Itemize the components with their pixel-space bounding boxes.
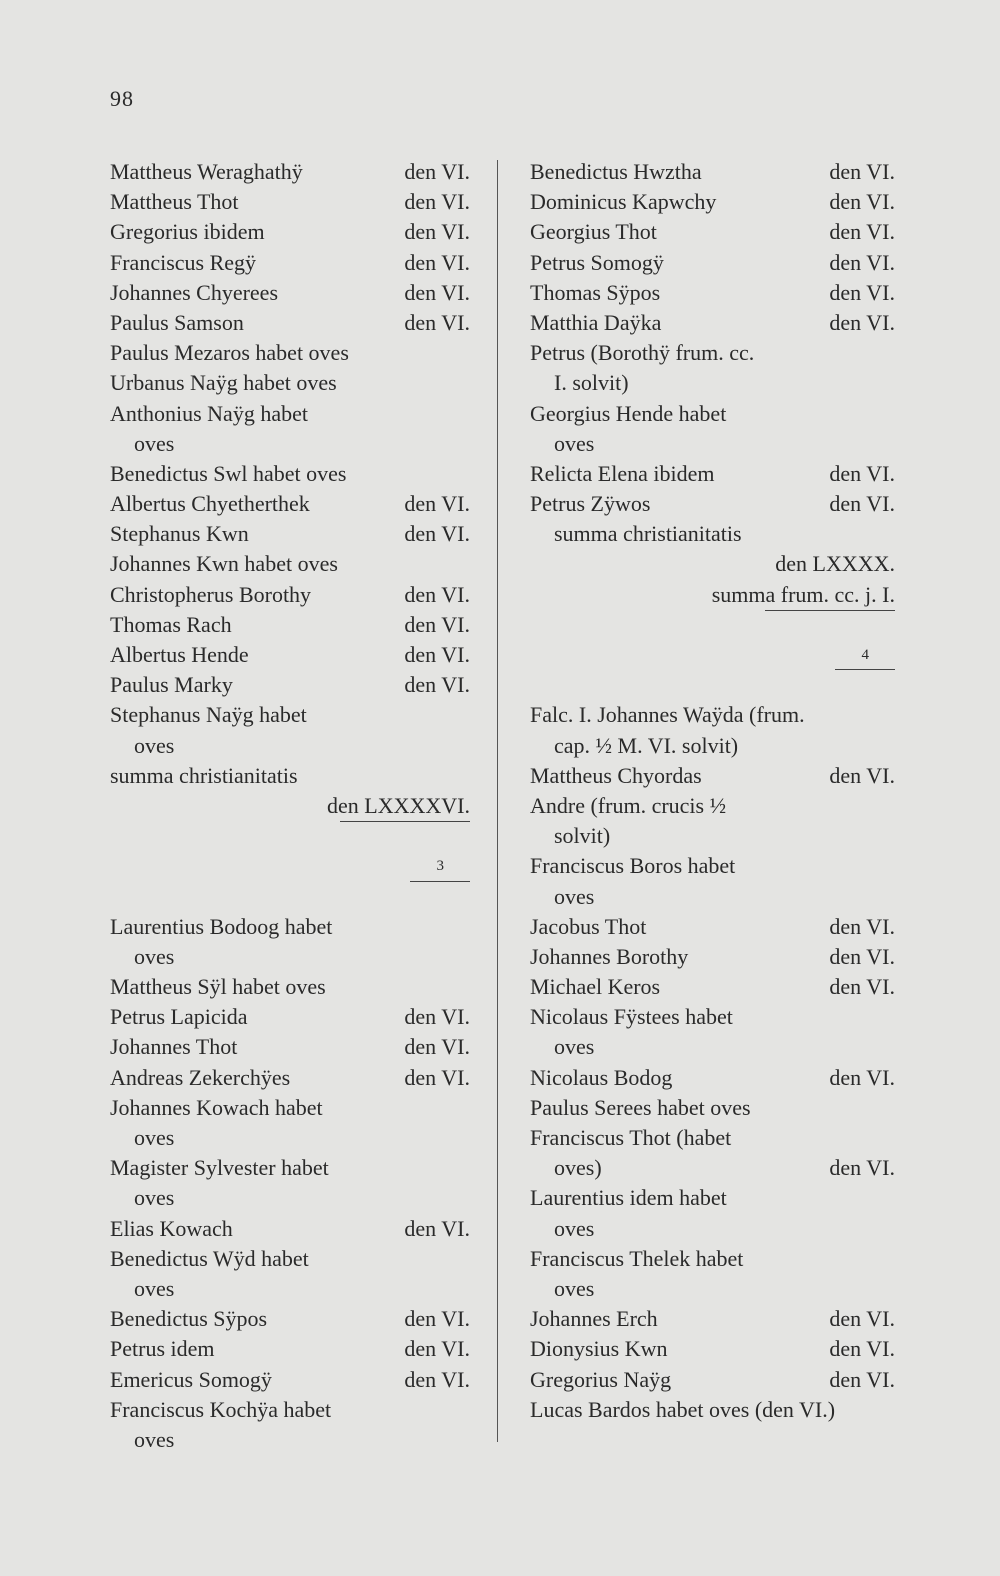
entry-name: Paulus Marky [110,672,233,698]
entry-name: oves) [554,1155,602,1181]
entry-name: Franciscus Thot (habet [530,1125,732,1150]
entry-line [110,308,470,338]
entry-name: Stephanus Naÿg habet [110,702,307,728]
entry-name: Thomas Rach [110,611,232,637]
entry-name: oves [554,1215,595,1241]
entry-line [110,1274,470,1304]
entry-line [110,429,470,459]
entry-amount: den VI. [404,1034,470,1060]
entry-name: oves [134,943,175,969]
entry-amount: den VI. [404,219,470,245]
entry-name: Franciscus Boros habet [530,853,736,879]
entry-line [530,1304,895,1334]
entry-name: Benedictus Sÿpos [110,1306,268,1332]
entry-line [110,459,470,489]
entry-name: Johannes Chyerees [110,279,279,305]
entry-line [110,1063,470,1093]
entry-line [110,791,470,821]
entry-line [530,1365,895,1395]
entry-amount: den VI. [404,249,470,275]
entry-name: Nicolaus Bodog [530,1064,673,1090]
entry-line [530,217,895,247]
entry-line [530,187,895,217]
entry-line [110,1334,470,1364]
entry-name: Michael Keros [530,974,661,1000]
entry-name: oves [134,732,175,758]
entry-line [530,549,895,579]
entry-line [530,1063,895,1093]
entry-line [530,489,895,519]
entry-name: Paulus Mezaros habet oves [110,340,349,366]
entry-line [110,1183,470,1213]
entry-line [530,1032,895,1062]
entry-amount: den LXXXX. [775,551,895,577]
entry-name: Dominicus Kapwchy [530,189,717,215]
entry-line [110,217,470,247]
spacer [110,882,470,912]
entry-name: Christopherus Borothy [110,581,312,607]
entry-amount: den VI. [404,642,470,667]
entry-line [110,1093,470,1123]
entry-name: Paulus Serees habet oves [530,1094,751,1120]
entry-name: Laurentius Bodoog habet [110,913,333,939]
entry-name: Paulus Samson [110,309,244,335]
entry-name: Andreas Zekerchÿes [110,1064,291,1090]
entry-name: Petrus Lapicida [110,1004,248,1030]
entry-name: Mattheus Sÿl habet oves [110,974,326,1000]
entry-name: cap. ½ M. VI. solvit) [554,732,739,758]
entry-name: Gregorius Naÿg [530,1366,672,1392]
entry-line [530,580,895,610]
entry-line [110,1244,470,1274]
entry-name: Magister Sylvester habet [110,1155,329,1181]
entry-line [530,882,895,912]
entry-amount: den VI. [404,491,470,517]
entry-amount: den VI. [829,1064,895,1090]
entry-line [110,1304,470,1334]
entry-line [530,1395,895,1425]
entry-name: Falc. I. Johannes Waÿda (frum. [530,702,805,728]
entry-name: summa christianitatis [110,762,298,788]
entry-line [110,761,470,791]
entry-line [530,700,895,730]
entry-line [110,278,470,308]
entry-name: Matthia Daÿka [530,309,662,335]
entry-line [110,610,470,640]
entry-name: Benedictus Wÿd habet [110,1245,309,1271]
entry-name: oves [554,1034,595,1060]
entry-name: Johannes Borothy [530,943,689,969]
entry-line [530,761,895,791]
entry-line [530,399,895,429]
entry-name: oves [134,1185,175,1211]
entry-name: Petrus (Borothÿ frum. cc. [530,340,755,366]
entry-name: Anthonius Naÿg habet [110,400,308,426]
entry-name: oves [134,1426,175,1452]
entry-amount: den VI. [404,1004,470,1030]
entry-line [530,308,895,338]
entry-line [530,1153,895,1183]
entry-line [110,187,470,217]
entry-name: I. solvit) [554,370,629,396]
entry-line [530,459,895,489]
entry-amount: den VI. [404,521,470,547]
entry-line [530,1123,895,1153]
entry-name: Nicolaus Fÿstees habet [530,1004,733,1030]
entry-line [530,1002,895,1032]
entry-line [110,1153,470,1183]
entry-line [110,489,470,519]
entry-amount: den VI. [829,189,895,215]
entry-line [530,731,895,761]
entry-line [530,278,895,308]
entry-line [530,972,895,1002]
entry-line [110,248,470,278]
entry-line [110,399,470,429]
entry-name: Johannes Thot [110,1034,238,1060]
entry-name: Dionysius Kwn [530,1336,668,1362]
entry-amount: den VI. [829,491,895,517]
entry-name: Franciscus Thelek habet [530,1245,744,1271]
entry-line [110,519,470,549]
entry-amount: den VI. [829,974,895,1000]
entry-name: solvit) [554,823,611,849]
entry-name: Albertus Chyetherthek [110,491,310,517]
entry-amount: den VI. [404,581,470,607]
entry-line [110,1032,470,1062]
entry-name: oves [554,1275,595,1301]
spacer [530,670,895,700]
entry-name: Johannes Kwn habet oves [110,551,338,577]
entry-line [110,580,470,610]
entry-line [530,851,895,881]
entry-name: Mattheus Weraghathÿ [110,159,303,184]
entry-amount: den VI. [404,1064,470,1090]
entry-amount: den VI. [404,309,470,335]
entry-name: Emericus Somogÿ [110,1366,272,1392]
entry-line [110,942,470,972]
page-number: 98 [110,86,134,111]
entry-line [110,338,470,368]
entry-amount: den VI. [829,762,895,788]
entry-amount: den VI. [829,279,895,305]
entry-amount: den VI. [404,1215,470,1241]
entry-line [110,549,470,579]
entry-line [530,429,895,459]
entry-amount: den VI. [404,189,470,215]
entry-line [110,1002,470,1032]
entry-amount: den VI. [829,1336,895,1362]
entry-name: Mattheus Thot [110,189,239,215]
entry-line [110,972,470,1002]
entry-name: Relicta Elena ibidem [530,460,715,486]
entry-name: Mattheus Chyordas [530,762,702,788]
entry-amount: den VI. [404,1336,470,1362]
entry-line [110,731,470,761]
entry-line [530,1274,895,1304]
entry-line [110,912,470,942]
entry-line [530,1093,895,1123]
entry-amount: den VI. [404,159,470,184]
entry-line [530,1334,895,1364]
entry-line [110,368,470,398]
entry-amount: den VI. [829,309,895,335]
entry-line [110,1123,470,1153]
entry-line [530,338,895,368]
entry-amount: den VI. [829,913,895,939]
entry-amount: den VI. [829,249,895,275]
entry-name: oves [134,430,175,456]
entry-line [530,1244,895,1274]
entry-amount: den VI. [829,219,895,245]
entry-name: oves [554,883,595,909]
entry-amount: den VI. [404,1306,470,1332]
right-column [530,157,895,1447]
entry-line [530,157,895,187]
entry-name: summa christianitatis [554,521,742,547]
entry-amount: den VI. [404,611,470,637]
entry-name: Gregorius ibidem [110,219,265,245]
entry-line [110,640,470,670]
entry-name: Elias Kowach [110,1215,233,1241]
entry-name: Jacobus Thot [530,913,647,939]
entry-amount: den VI. [829,1155,895,1181]
entry-name: Andre (frum. crucis ½ [530,792,727,818]
entry-name: Thomas Sÿpos [530,279,661,305]
entry-line [110,157,470,187]
entry-amount: den VI. [404,672,470,698]
entry-amount: den VI. [829,943,895,969]
entry-name: Franciscus Kochÿa habet [110,1396,332,1422]
section-number: 4 [530,640,895,670]
entry-name: Franciscus Regÿ [110,249,257,275]
entry-name: Johannes Erch [530,1306,658,1332]
entry-line [110,1425,470,1455]
entry-name: Benedictus Swl habet oves [110,460,347,486]
entry-name: Petrus Zÿwos [530,491,651,517]
entry-line [530,368,895,398]
sum-rule [110,821,470,851]
entry-line [530,519,895,549]
entry-line [110,1214,470,1244]
sum-rule [530,610,895,640]
entry-name: Lucas Bardos habet oves (den VI.) [530,1396,836,1422]
entry-name: Petrus Somogÿ [530,249,664,275]
entry-amount: den VI. [404,279,470,305]
entry-name: Albertus Hende [110,642,249,667]
entry-line [110,1365,470,1395]
entry-name: oves [134,1125,175,1150]
entry-amount: den LXXXXVI. [327,792,470,818]
column-divider [497,160,498,1442]
entry-line [110,1395,470,1425]
entry-name: Georgius Thot [530,219,657,245]
entry-name: Georgius Hende habet [530,400,727,426]
entry-amount: den VI. [404,1366,470,1392]
entry-line [530,1183,895,1213]
entry-amount: den VI. [829,1366,895,1392]
entry-name: Stephanus Kwn [110,521,249,547]
left-column [110,157,470,1452]
entry-line [530,912,895,942]
section-number: 3 [110,851,470,881]
entry-line [530,1214,895,1244]
entry-name: oves [134,1275,175,1301]
entry-line [110,670,470,700]
entry-line [530,821,895,851]
entry-name: Urbanus Naÿg habet oves [110,370,337,396]
entry-amount: den VI. [829,159,895,184]
entry-name: Benedictus Hwztha [530,159,702,184]
entry-line [530,248,895,278]
entry-name: Johannes Kowach habet [110,1094,323,1120]
entry-name: oves [554,430,595,456]
entry-amount: den VI. [829,460,895,486]
entry-name: Laurentius idem habet [530,1185,727,1211]
entry-line [530,942,895,972]
entry-name: Petrus idem [110,1336,215,1362]
entry-line [530,791,895,821]
entry-amount: summa frum. cc. j. I. [711,581,895,607]
entry-line [110,700,470,730]
entry-amount: den VI. [829,1306,895,1332]
